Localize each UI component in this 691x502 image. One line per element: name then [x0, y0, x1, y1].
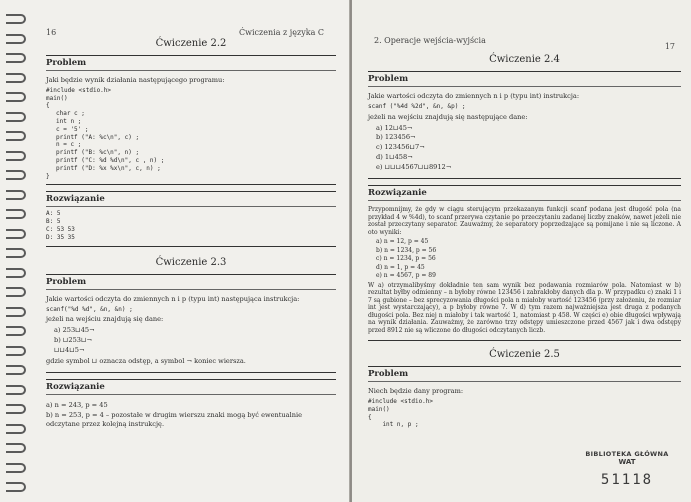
right-header [368, 12, 681, 51]
solution-outro: W a) otrzymalibyśmy dokładnie ten sam wynik bez podawania rozmiarów pola. Natomiast w b) rezultat byłby odmienny – n byłoby równe 123456 i zabrakłoby danych dla p. W przypadku c) znaki 1 i 7 są gubione – bez sprecyzowania długości pola n miałoby wartość 123456 (przy założeniu, że rozmiar int jest wystarczający), a p byłoby równe 7. W d) tym razem najważniejsza jest druga z podanych długości pola. Bez niej n miałoby i tak wartość 1, natomiast p 458. W części e) obie długości wpływają na wynik działania. Zauważmy, że zarówno trzy odstępy umieszczone przed 4567 jak i dwa odstępy przed 8912 nie są wliczone do długości odczytanych liczb. [368, 281, 681, 334]
input-item: b) ⊔253⊔¬ [54, 336, 93, 345]
code-line: printf ("B: %c\n", n) ; [56, 149, 140, 157]
binding-ring [6, 287, 26, 297]
input-item: b) 123456¬ [376, 133, 416, 142]
result-item: d) n = 1, p = 45 [376, 263, 425, 271]
problem-text: Jaki będzie wynik działania następującego programu: [46, 76, 225, 84]
code-line: #include <stdio.h> [46, 86, 112, 94]
binding-ring [6, 248, 26, 258]
input-intro: jeżeli na wejściu znajdują się dane: [46, 315, 164, 324]
problem-heading: Problem [368, 367, 681, 382]
solution-line: C: 53 53 [46, 226, 75, 234]
problem-heading: Problem [368, 72, 681, 87]
binding-ring [6, 404, 26, 414]
stamp-library-name: BIBLIOTEKA GŁÓWNA [585, 450, 669, 458]
problem-text: Niech będzie dany program: [368, 387, 464, 396]
binding-ring [6, 268, 26, 278]
problem-text: Jakie wartości odczyta do zmiennych n i p (typu int) instrukcja: [368, 92, 580, 100]
problem-text: Jakie wartości odczyta do zmiennych n i p (typu int) następująca instrukcja: [46, 294, 300, 303]
solution-line: D: 35 35 [46, 233, 75, 241]
exercise-title: Ćwiczenie 2.2 [155, 38, 227, 49]
spiral-binding [6, 6, 32, 502]
binding-ring [6, 131, 26, 141]
problem-heading: Problem [46, 56, 336, 71]
binding-ring [6, 209, 26, 219]
binding-ring [6, 482, 26, 492]
code-line: } [46, 172, 50, 180]
binding-ring [6, 326, 26, 336]
code-line: #include <stdio.h> [368, 397, 434, 405]
binding-ring [6, 463, 26, 473]
binding-ring [6, 73, 26, 83]
problem-box [46, 274, 336, 373]
solution-intro: Przypomnijmy, że gdy w ciągu sterującym przekazanym funkcji scanf podana jest długość pola (na przykład 4 w %4d), to scanf przerywa czytanie po przeczytaniu zadanej liczby znaków, nawet jeżeli nie został przeczytany separator. Zauważmy, że separatory poprzedzające są pomijane i nie są liczone. A oto wyniki: [368, 206, 681, 236]
problem-box [368, 366, 681, 433]
problem-box [368, 71, 681, 179]
running-head: Ćwiczenia z języka C [239, 28, 324, 37]
binding-ring [6, 365, 26, 375]
result-item: e) n = 4567, p = 89 [376, 272, 436, 280]
binding-ring [6, 229, 26, 239]
code-line: printf ("C: %d %d\n", c , n) ; [56, 157, 165, 165]
exercise-title: Ćwiczenie 2.3 [155, 256, 227, 268]
binding-ring [6, 53, 26, 63]
code-line: main() [368, 405, 390, 413]
solution-box [368, 185, 681, 341]
solution-heading: Rozwiązanie [46, 380, 336, 395]
code-line: { [46, 102, 50, 110]
code-line: scanf ("%4d %2d", &n, &p) ; [368, 102, 466, 110]
binding-ring [6, 170, 26, 180]
page-number: 17 [664, 42, 675, 51]
code-line: int n ; [56, 118, 82, 126]
code-line: char c ; [56, 110, 85, 118]
code-line: int n, p ; [368, 421, 419, 429]
result-item: a) n = 12, p = 45 [376, 238, 429, 246]
library-stamp [585, 450, 669, 488]
input-item: d) 1⊔458¬ [376, 153, 413, 162]
stamp-inventory-number: 51118 [600, 472, 654, 488]
solution-box [46, 379, 336, 434]
code-line: printf ("D: %x %x\n", c, n) ; [56, 164, 161, 172]
code-line: main() [46, 94, 68, 102]
input-item: a) 253⊔45¬ [54, 326, 95, 335]
code-line: n = c ; [56, 141, 82, 149]
code-line: c = '5' ; [56, 125, 89, 133]
code-line: printf ("A: %c\n", c) ; [56, 133, 140, 141]
exercise-title: Ćwiczenie 2.4 [489, 54, 560, 65]
result-item: c) n = 1234, p = 56 [376, 255, 436, 263]
binding-ring [6, 307, 26, 317]
code-line: scanf("%d %d", &n, &n) ; [46, 305, 133, 313]
binding-ring [6, 346, 26, 356]
binding-ring [6, 190, 26, 200]
running-head: 2. Operacje wejścia-wyjścia [374, 36, 486, 45]
input-item: a) 12⊔45¬ [376, 123, 413, 132]
solution-box [46, 191, 336, 246]
binding-ring [6, 151, 26, 161]
input-item: e) ⊔⊔⊔4567⊔⊔8912¬ [376, 163, 452, 172]
exercise-title: Ćwiczenie 2.5 [489, 349, 560, 361]
right-page [352, 0, 691, 502]
binding-ring [6, 14, 26, 24]
binding-ring [6, 92, 26, 102]
binding-ring [6, 424, 26, 434]
input-item: ⊔⊔4⊔5¬ [54, 346, 85, 354]
problem-heading: Problem [46, 275, 336, 290]
result-item: b) n = 1234, p = 56 [376, 246, 437, 254]
binding-ring [6, 443, 26, 453]
problem-box [46, 55, 336, 185]
page-number: 16 [46, 28, 57, 37]
left-header [46, 8, 336, 37]
binding-ring [6, 385, 26, 395]
solution-heading: Rozwiązanie [46, 192, 336, 207]
solution-line: A: 5 [46, 210, 61, 218]
solution-heading: Rozwiązanie [368, 186, 681, 201]
binding-ring [6, 112, 26, 122]
solution-line: b) n = 253, p = 4 – pozostałe w drugim wierszu znaki mogą być ewentualnie odczytane przez kolejną instrukcję. [46, 410, 302, 428]
input-intro: jeżeli na wejściu znajdują się następujące dane: [368, 112, 528, 121]
note-text: gdzie symbol ⊔ oznacza odstęp, a symbol ¬ koniec wiersza. [46, 356, 246, 365]
stamp-institution: WAT [618, 458, 636, 466]
binding-ring [6, 34, 26, 44]
solution-line: a) n = 243, p = 45 [46, 400, 108, 409]
code-line: { [368, 413, 372, 421]
solution-line: B: 5 [46, 218, 61, 226]
input-item: c) 123456⊔7¬ [376, 143, 425, 152]
